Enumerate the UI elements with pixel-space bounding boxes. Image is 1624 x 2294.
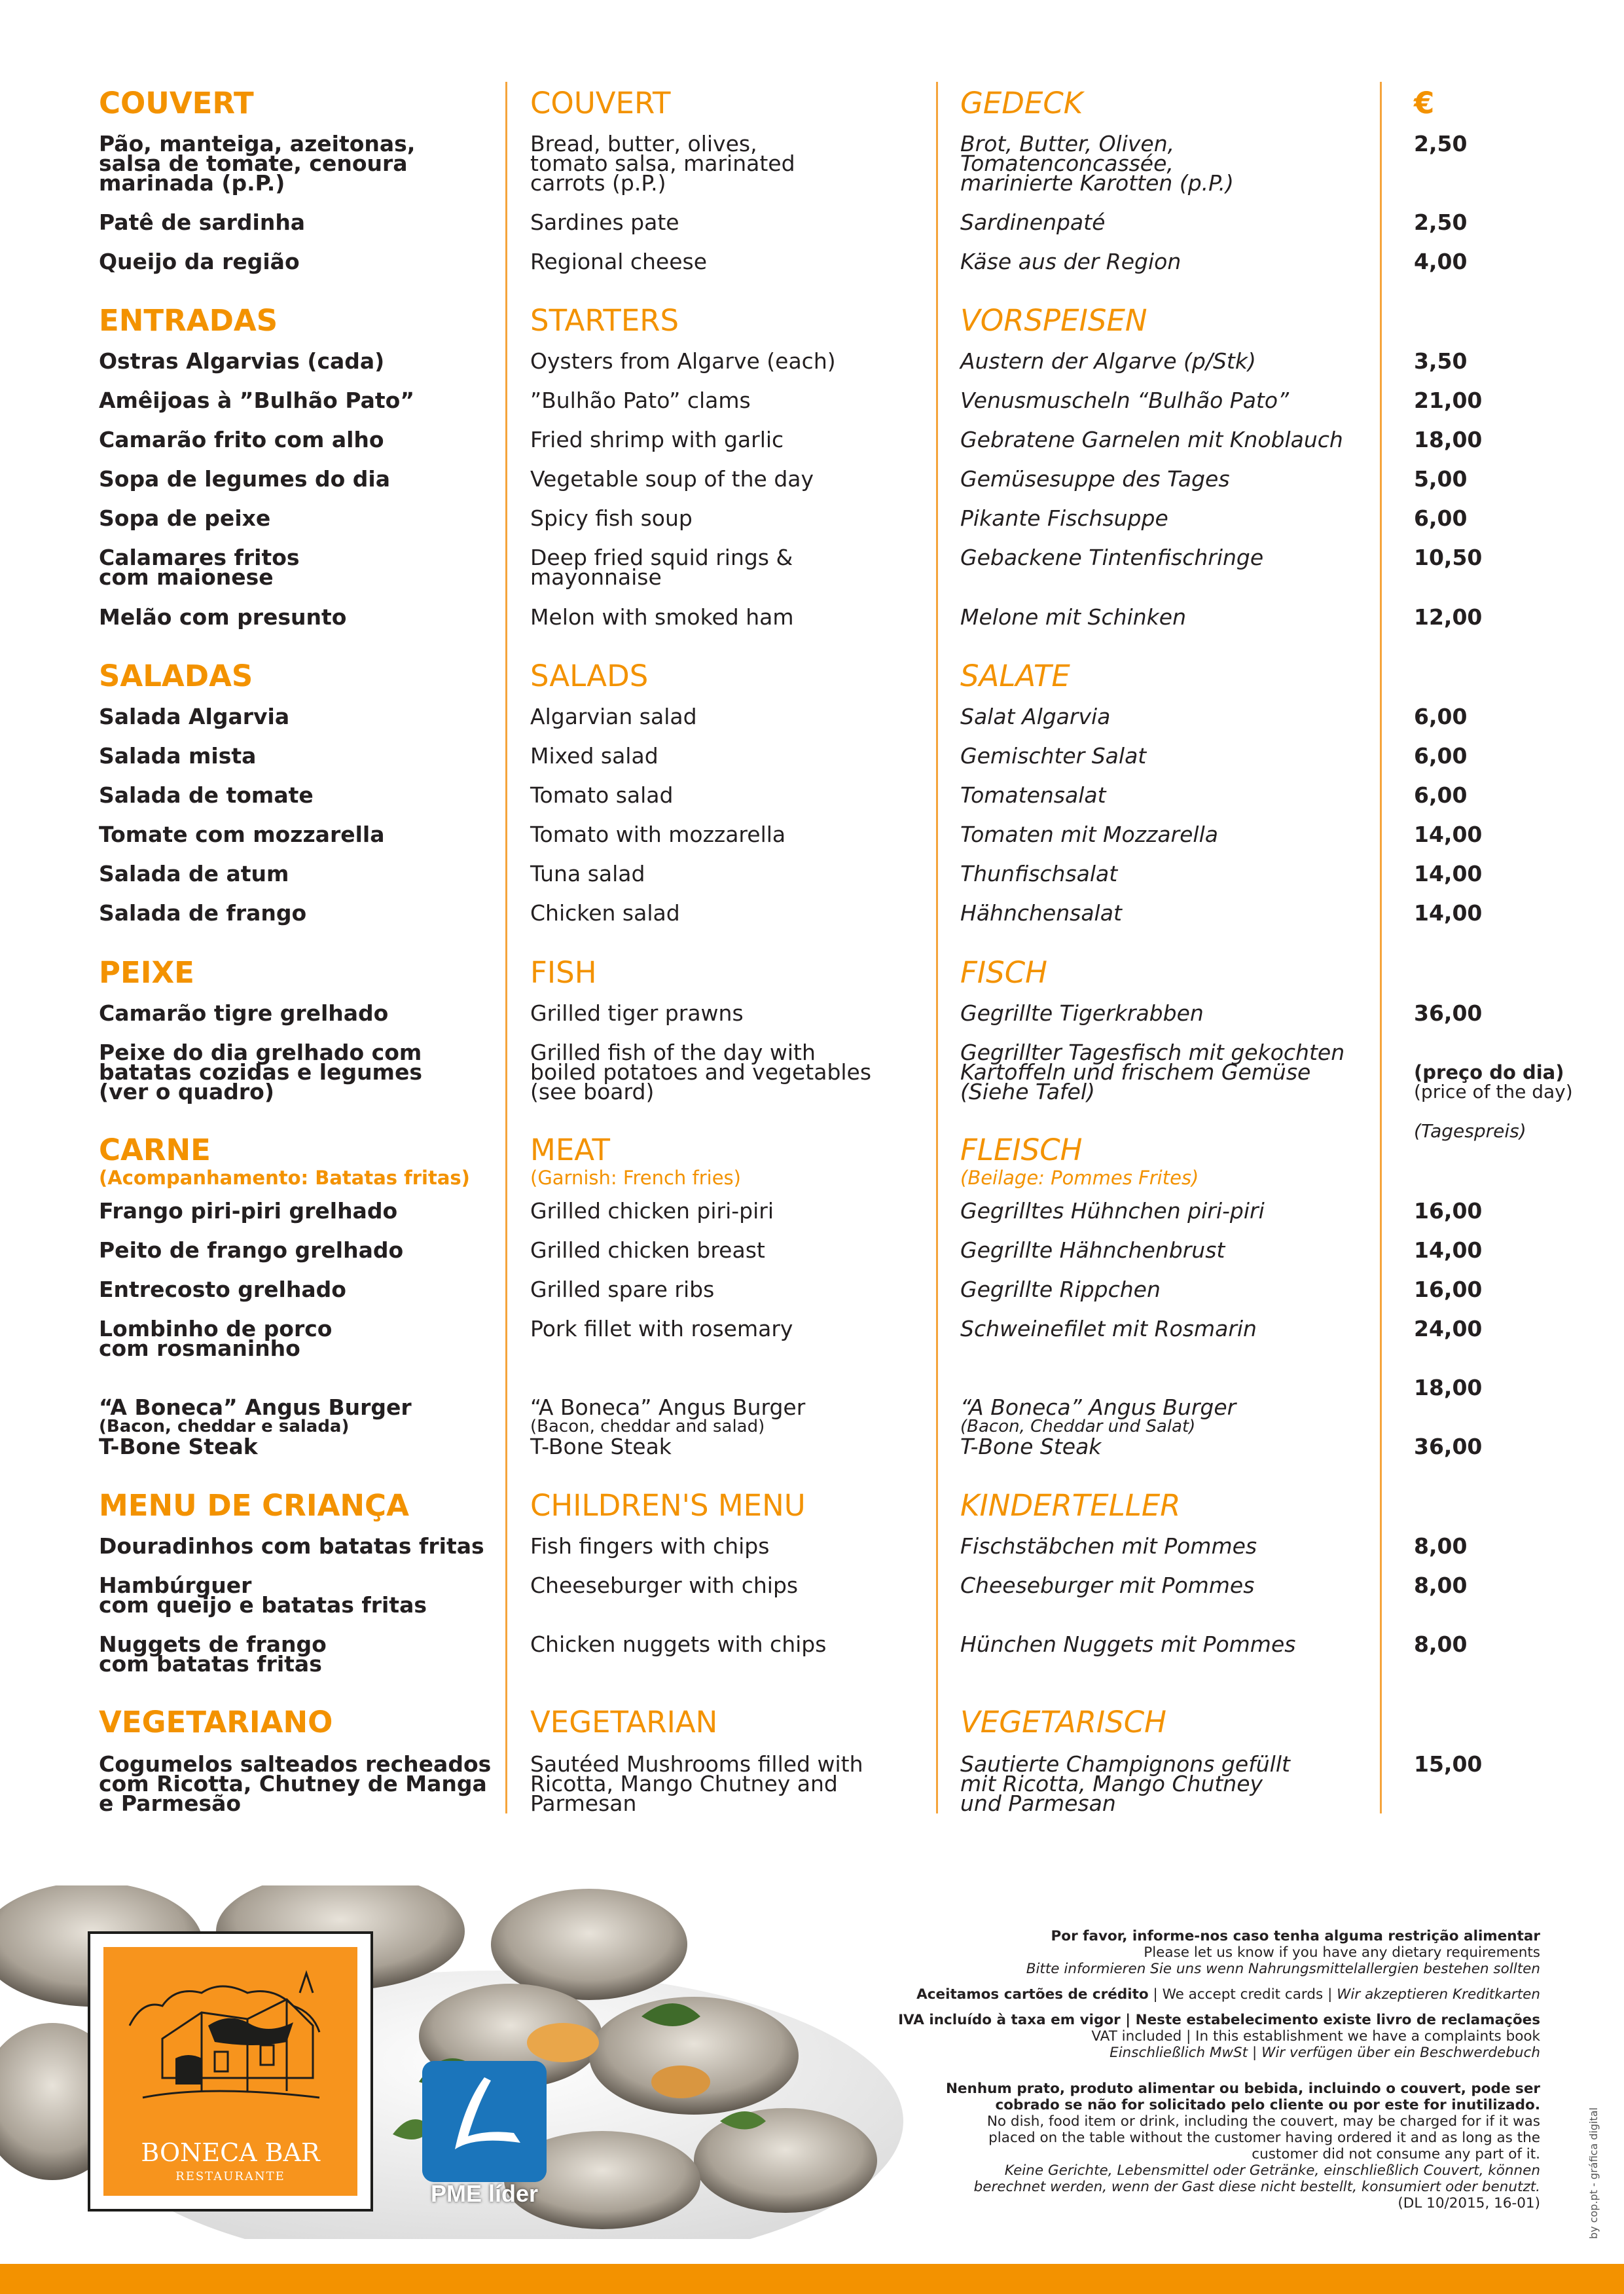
item-name-de: Hünchen Nuggets mit Pommes: [960, 1631, 1296, 1657]
item-name-en: Grilled fish of the day with boiled potatoes and vegetables (see board): [530, 1040, 872, 1104]
item-name-de: Thunfischsalat: [960, 861, 1118, 886]
item-name-pt: Lombinho de porco com rosmaninho: [99, 1316, 333, 1361]
item-name-en: Tuna salad: [530, 861, 645, 886]
section-title-de: FISCH: [960, 955, 1047, 990]
item-note: (Bacon, cheddar and salad): [530, 1417, 765, 1436]
item-price: 8,00: [1414, 1631, 1468, 1657]
item-name-pt: Salada de frango: [99, 900, 307, 926]
section-title-de: [960, 1135, 1199, 1188]
note-vat-en-a: VAT included: [1091, 2028, 1182, 2045]
pme-lider-logo: [422, 2061, 547, 2212]
item-name-en: Grilled chicken breast: [530, 1237, 765, 1263]
item-price: 5,00: [1414, 466, 1468, 492]
item-name-pt: Frango piri-piri grelhado: [99, 1198, 398, 1224]
note-couvert-de-2: berechnet werden, wenn der Gast diese nicht bestellt, konsumiert oder benutzt.: [973, 2179, 1540, 2195]
section-title-text: CARNE: [99, 1133, 211, 1167]
item-name-pt: Calamares fritos com maionese: [99, 545, 300, 590]
item-title: “A Boneca” Angus Burger: [960, 1394, 1236, 1420]
item-name-de: Schweinefilet mit Rosmarin: [960, 1316, 1257, 1341]
item-price: 18,00: [1414, 427, 1483, 452]
item-name-en: Fried shrimp with garlic: [530, 427, 784, 452]
item-name-pt: Peito de frango grelhado: [99, 1237, 404, 1263]
logo-subtitle: RESTAURANTE: [175, 2170, 285, 2183]
section-title-pt: MENU DE CRIANÇA: [99, 1488, 409, 1523]
price-note-pt: (preço do dia): [1414, 1061, 1564, 1083]
section-title-de: SALATE: [960, 659, 1070, 693]
price-note-de: (Tagespreis): [1414, 1120, 1526, 1142]
item-price: 24,00: [1414, 1316, 1483, 1341]
section-title-en: STARTERS: [530, 303, 679, 338]
note-vat-en: [787, 2028, 1540, 2045]
item-name-de: Käse aus der Region: [960, 249, 1182, 274]
section-title-en: SALADS: [530, 659, 649, 693]
item-price: 2,50: [1414, 131, 1468, 156]
price-note-en: (price of the day): [1414, 1081, 1573, 1102]
item-title: “A Boneca” Angus Burger: [99, 1394, 412, 1420]
item-name-de: Tomatensalat: [960, 782, 1106, 808]
pme-lider-icon: [422, 2061, 547, 2182]
item-price: 6,00: [1414, 743, 1468, 769]
separator: |: [1327, 1986, 1333, 2003]
separator: |: [1252, 2045, 1257, 2061]
section-title-pt: [99, 1135, 470, 1188]
note-cards-pt: Aceitamos cartões de crédito: [916, 1986, 1149, 2003]
item-name-en: Sautéed Mushrooms filled with Ricotta, Mango Chutney and Parmesan: [530, 1751, 863, 1816]
item-name-en: Oysters from Algarve (each): [530, 348, 836, 374]
item-name-de: Gegrillte Tigerkrabben: [960, 1000, 1204, 1026]
section-title-pt: ENTRADAS: [99, 303, 278, 338]
item-name-de: Brot, Butter, Oliven, Tomatenconcassée, marinierte Karotten (p.P.): [960, 131, 1234, 196]
item-name-pt: Patê de sardinha: [99, 209, 306, 235]
item-price: 6,00: [1414, 505, 1468, 531]
item-name-en: Mixed salad: [530, 743, 659, 769]
item-name-en: Pork fillet with rosemary: [530, 1316, 793, 1341]
item-name-de: Gegrillte Hähnchenbrust: [960, 1237, 1225, 1263]
item-note: (Bacon, Cheddar und Salat): [960, 1417, 1196, 1436]
item-name-en: Grilled spare ribs: [530, 1277, 715, 1302]
section-title-de: VEGETARISCH: [960, 1705, 1167, 1739]
note-vat-pt-a: IVA incluído à taxa em vigor: [898, 2012, 1121, 2028]
item-name-en: Chicken salad: [530, 900, 680, 926]
item-name-de: Sautierte Champignons gefüllt mit Ricotta, Mango Chutney und Parmesan: [960, 1751, 1290, 1816]
note-vat-pt: [787, 2012, 1540, 2028]
item-name-en: Melon with smoked ham: [530, 604, 794, 630]
item-note: (Bacon, cheddar e salada): [99, 1417, 350, 1436]
item-name-de: Cheeseburger mit Pommes: [960, 1573, 1255, 1598]
item-name-en: T-Bone Steak: [530, 1434, 672, 1459]
note-cards-de: Wir akzeptieren Kreditkarten: [1337, 1986, 1540, 2003]
item-name-pt: Melão com presunto: [99, 604, 347, 630]
item-name-en: Vegetable soup of the day: [530, 466, 814, 492]
section-subtitle: (Garnish: French fries): [530, 1167, 741, 1189]
item-name-pt: Peixe do dia grelhado com batatas cozidas e legumes (ver o quadro): [99, 1040, 422, 1104]
item-name-en: Regional cheese: [530, 249, 708, 274]
item-name-de: Gegrilltes Hühnchen piri-piri: [960, 1198, 1265, 1224]
note-vat-de-b: Wir verfügen über ein Beschwerdebuch: [1261, 2045, 1540, 2061]
item-price: 15,00: [1414, 1751, 1483, 1777]
section-title-de: GEDECK: [960, 86, 1083, 120]
note-law: (DL 10/2015, 16-01): [1398, 2195, 1540, 2212]
separator: |: [1186, 2028, 1191, 2045]
item-price: 6,00: [1414, 704, 1468, 729]
section-title-pt: PEIXE: [99, 955, 194, 990]
section-title-pt: SALADAS: [99, 659, 253, 693]
item-name-pt: Hambúrguer com queijo e batatas fritas: [99, 1573, 427, 1618]
section-title-en: COUVERT: [530, 86, 671, 120]
section-title-text: FLEISCH: [960, 1133, 1083, 1167]
item-name-de: Austern der Algarve (p/Stk): [960, 348, 1256, 374]
item-name-en: Tomato with mozzarella: [530, 822, 786, 847]
item-name-de: Sardinenpaté: [960, 209, 1106, 235]
item-title: “A Boneca” Angus Burger: [530, 1394, 806, 1420]
item-price: 10,50: [1414, 545, 1483, 570]
note-allergy-de: Bitte informieren Sie uns wenn Nahrungsmittelallergien bestehen sollten: [1026, 1961, 1540, 1977]
item-price: 14,00: [1414, 1237, 1483, 1263]
section-title-pt: COUVERT: [99, 86, 254, 120]
note-vat-de-a: Einschließlich MwSt: [1110, 2045, 1248, 2061]
item-name-de: Melone mit Schinken: [960, 604, 1187, 630]
section-title-en: FISH: [530, 955, 597, 990]
item-price: 4,00: [1414, 249, 1468, 274]
item-price: 14,00: [1414, 900, 1483, 926]
item-price: [1414, 1043, 1573, 1161]
item-name-en: Bread, butter, olives, tomato salsa, marinated carrots (p.P.): [530, 131, 795, 196]
item-name-pt: Salada de tomate: [99, 782, 314, 808]
item-price: 8,00: [1414, 1533, 1468, 1559]
item-name-pt: Salada mista: [99, 743, 257, 769]
item-price: 3,50: [1414, 348, 1468, 374]
currency-header: €: [1414, 86, 1435, 120]
section-title-pt: VEGETARIANO: [99, 1705, 333, 1739]
item-price: 14,00: [1414, 822, 1483, 847]
house-sketch-icon: [103, 1947, 357, 2137]
section-title-en: VEGETARIAN: [530, 1705, 718, 1739]
item-price: 16,00: [1414, 1277, 1483, 1302]
item-name-en: ”Bulhão Pato” clams: [530, 388, 751, 413]
item-price: 2,50: [1414, 209, 1468, 235]
note-allergy-pt: Por favor, informe-nos caso tenha alguma restrição alimentar: [1051, 1928, 1540, 1944]
item-name-pt: Douradinhos com batatas fritas: [99, 1533, 484, 1559]
pme-lider-label: PME líder: [430, 2180, 539, 2207]
note-cards-en: We accept credit cards: [1162, 1986, 1324, 2003]
item-name-en: Deep fried squid rings & mayonnaise: [530, 545, 793, 590]
item-name-en: Cheeseburger with chips: [530, 1573, 799, 1598]
item-price: 16,00: [1414, 1198, 1483, 1224]
item-name-pt: T-Bone Steak: [99, 1434, 258, 1459]
note-vat-pt-b: Neste estabelecimento existe livro de reclamações: [1135, 2012, 1540, 2028]
item-name-pt: Ostras Algarvias (cada): [99, 348, 385, 374]
section-title-de: VORSPEISEN: [960, 303, 1147, 338]
section-subtitle: (Acompanhamento: Batatas fritas): [99, 1167, 470, 1189]
item-name-de: T-Bone Steak: [960, 1434, 1102, 1459]
item-name-en: Chicken nuggets with chips: [530, 1631, 827, 1657]
item-name-de: Gebackene Tintenfischringe: [960, 545, 1264, 570]
item-name-de: Gebratene Garnelen mit Knoblauch: [960, 427, 1343, 452]
item-name-pt: Cogumelos salteados recheados com Ricotta, Chutney de Manga e Parmesão: [99, 1751, 492, 1816]
note-couvert-en-1: No dish, food item or drink, including the couvert, may be charged for if it was: [986, 2113, 1540, 2130]
item-price: 6,00: [1414, 782, 1468, 808]
boneca-bar-logo: [88, 1931, 373, 2212]
item-name-pt: Pão, manteiga, azeitonas, salsa de tomate, cenoura marinada (p.P.): [99, 131, 416, 196]
note-vat-en-b: In this establishment we have a complaints book: [1195, 2028, 1540, 2045]
item-name-de: Gegrillte Rippchen: [960, 1277, 1161, 1302]
note-credit-cards: [787, 1986, 1540, 2003]
footer-notes: [787, 1928, 1540, 2212]
item-price: 12,00: [1414, 604, 1483, 630]
item-name-de: Gemüsesuppe des Tages: [960, 466, 1230, 492]
item-name-pt: Sopa de peixe: [99, 505, 271, 531]
item-name-de: Fischstäbchen mit Pommes: [960, 1533, 1257, 1559]
item-name-pt: Salada de atum: [99, 861, 289, 886]
item-name-en: Algarvian salad: [530, 704, 697, 729]
item-name-en: Grilled chicken piri-piri: [530, 1198, 774, 1224]
item-name-pt: Sopa de legumes do dia: [99, 466, 391, 492]
section-title-en: [530, 1135, 741, 1188]
item-name-de: Salat Algarvia: [960, 704, 1111, 729]
item-name-pt: Amêijoas à ”Bulhão Pato”: [99, 388, 415, 413]
item-name-de: Pikante Fischsuppe: [960, 505, 1168, 531]
item-name-de: Gegrillter Tagesfisch mit gekochten Kartoffeln und frischem Gemüse (Siehe Tafel): [960, 1040, 1345, 1104]
item-name-pt: Camarão tigre grelhado: [99, 1000, 389, 1026]
item-name-de: Hähnchensalat: [960, 900, 1122, 926]
note-couvert-de-1: Keine Gerichte, Lebensmittel oder Getränke, einschließlich Couvert, können: [1004, 2162, 1540, 2179]
logo-name: BONECA BAR: [141, 2138, 320, 2167]
bottom-accent-bar: [0, 2264, 1624, 2294]
printer-credit: by cop.pt - gráfica digital: [1587, 2107, 1600, 2239]
separator: |: [1125, 2012, 1131, 2028]
item-name-en: Fish fingers with chips: [530, 1533, 770, 1559]
item-name-de: Tomaten mit Mozzarella: [960, 822, 1218, 847]
item-name-pt: Entrecosto grelhado: [99, 1277, 346, 1302]
logo-background: [103, 1947, 357, 2196]
note-couvert-pt-2: cobrado se não for solicitado pelo cliente ou por este for inutilizado.: [995, 2097, 1540, 2113]
separator: |: [1153, 1986, 1158, 2003]
item-name-en: Grilled tiger prawns: [530, 1000, 744, 1026]
section-subtitle: (Beilage: Pommes Frites): [960, 1167, 1199, 1189]
note-allergy-en: Please let us know if you have any dietary requirements: [1144, 1944, 1540, 1961]
item-price: 36,00: [1414, 1000, 1483, 1026]
item-name-pt: Nuggets de frango com batatas fritas: [99, 1631, 327, 1677]
item-name-en: Tomato salad: [530, 782, 674, 808]
section-title-text: MEAT: [530, 1133, 611, 1167]
note-couvert-en-3: customer did not consume any part of it.: [1252, 2146, 1540, 2162]
item-name-en: Sardines pate: [530, 209, 679, 235]
item-price: 18,00: [1414, 1375, 1483, 1400]
item-name-pt: Salada Algarvia: [99, 704, 290, 729]
item-name-de: Gemischter Salat: [960, 743, 1147, 769]
item-price: 36,00: [1414, 1434, 1483, 1459]
column-divider: [505, 82, 507, 1813]
section-title-en: CHILDREN'S MENU: [530, 1488, 806, 1523]
note-vat-de: [787, 2045, 1540, 2061]
note-couvert-pt-1: Nenhum prato, produto alimentar ou bebida, incluindo o couvert, pode ser: [945, 2081, 1540, 2097]
item-price: 21,00: [1414, 388, 1483, 413]
item-price: 14,00: [1414, 861, 1483, 886]
note-couvert-en-2: placed on the table without the customer having ordered it and as long as the: [988, 2130, 1540, 2146]
section-title-de: KINDERTELLER: [960, 1488, 1181, 1523]
column-divider: [1380, 82, 1382, 1813]
item-name-pt: Tomate com mozzarella: [99, 822, 385, 847]
item-name-en: Spicy fish soup: [530, 505, 693, 531]
column-divider: [936, 82, 938, 1813]
item-price: 8,00: [1414, 1573, 1468, 1598]
item-name-pt: Camarão frito com alho: [99, 427, 384, 452]
item-name-pt: Queijo da região: [99, 249, 300, 274]
item-name-de: Venusmuscheln “Bulhão Pato”: [960, 388, 1290, 413]
